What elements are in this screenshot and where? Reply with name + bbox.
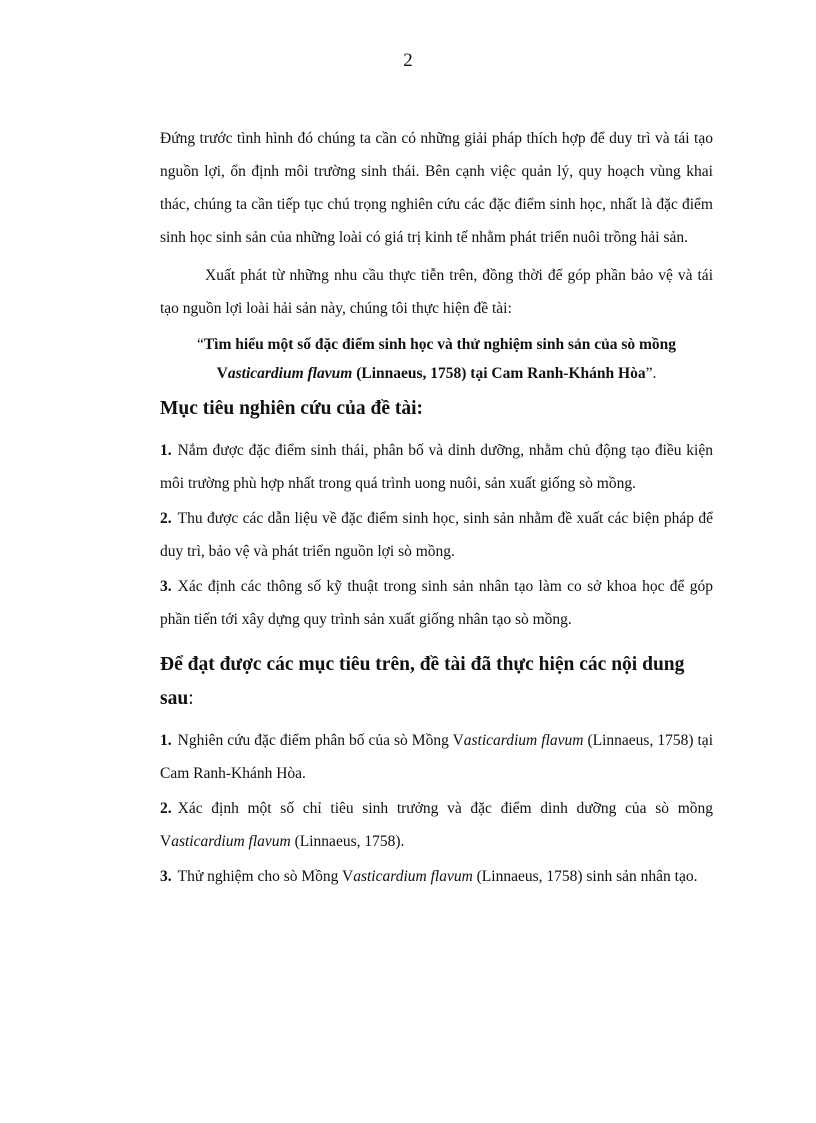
title-close-quote: ”. [645, 365, 657, 382]
objective-number: 3. [160, 578, 172, 595]
content-item: 1. Nghiên cứu đặc điểm phân bố của sò Mồng Vasticardium flavum (Linnaeus, 1758) tại Cam Ranh-Khánh Hòa. [160, 732, 713, 782]
document-body [160, 122, 713, 895]
intro-paragraph: Đứng trước tình hình đó chúng ta cần có những giải pháp thích hợp để duy trì và tái tạo nguồn lợi, ổn định môi trường sinh thái. Bên cạnh việc quản lý, quy hoạch vùng khai thác, chúng ta cần tiếp tục chú trọng nghiên cứu các đặc điểm sinh học, nhất là đặc điểm sinh học sinh sản của những loài có giá trị kinh tế nhằm phát triển nuôi trồng hải sản. [160, 130, 713, 246]
objective-number: 2. [160, 510, 172, 527]
objective-item [160, 570, 713, 636]
species-name: asticardium flavum [171, 833, 291, 850]
title-bold-part-2: (Linnaeus, 1758) tại Cam Ranh-Khánh Hòa [352, 365, 646, 382]
content-item: 2. Xác định một số chỉ tiêu sinh trưởng và đặc điểm dinh dưỡng của sò mồng Vasticardium flavum (Linnaeus, 1758). [160, 800, 713, 850]
title-open-quote: “ [196, 336, 204, 353]
motivation-paragraph: Xuất phát từ những nhu cầu thực tiễn trên, đồng thời để góp phần bảo vệ và tái tạo nguồn lợi loài hải sản này, chúng tôi thực hiện đề tài: [160, 267, 713, 317]
objective-number: 1. [160, 442, 172, 459]
title-species-italic: asticardium flavum [227, 365, 353, 382]
contents-heading-colon: : [188, 688, 194, 709]
content-item: 3. Thử nghiệm cho sò Mồng Vasticardium flavum (Linnaeus, 1758) sinh sản nhân tạo. [160, 868, 698, 885]
species-name: asticardium flavum [463, 732, 584, 749]
objectives-heading: Mục tiêu nghiên cứu của đề tài: [160, 398, 424, 419]
title-bold-part-1: Tìm hiểu một số đặc điểm sinh học và thử nghiệm sinh sản của sò mồng V [203, 336, 677, 382]
research-title [160, 330, 713, 388]
objective-item [160, 502, 713, 568]
objective-text: Xác định các thông số kỹ thuật trong sinh sản nhân tạo làm co sở khoa học để góp phần tiến tới xây dựng quy trình sản xuất giống nhân tạo sò mồng. [160, 578, 713, 628]
contents-heading: Để đạt được các mục tiêu trên, đề tài đã thực hiện các nội dung sau: [160, 654, 685, 709]
content-number: 2. [160, 800, 172, 817]
objective-text: Thu được các dẫn liệu về đặc điểm sinh học, sinh sản nhằm đề xuất các biện pháp để duy trì, bảo vệ và phát triển nguồn lợi sò mồng. [160, 510, 713, 560]
page-number: 2 [403, 50, 413, 71]
content-number: 3. [160, 868, 172, 885]
objective-text: Nắm được đặc điểm sinh thái, phân bố và dinh dưỡng, nhằm chủ động tạo điều kiện môi trường phù hợp nhất trong quá trình uong nuôi, sản xuất giống sò mồng. [160, 442, 713, 492]
content-number: 1. [160, 732, 172, 749]
species-name: asticardium flavum [353, 868, 473, 885]
objective-item [160, 434, 713, 500]
